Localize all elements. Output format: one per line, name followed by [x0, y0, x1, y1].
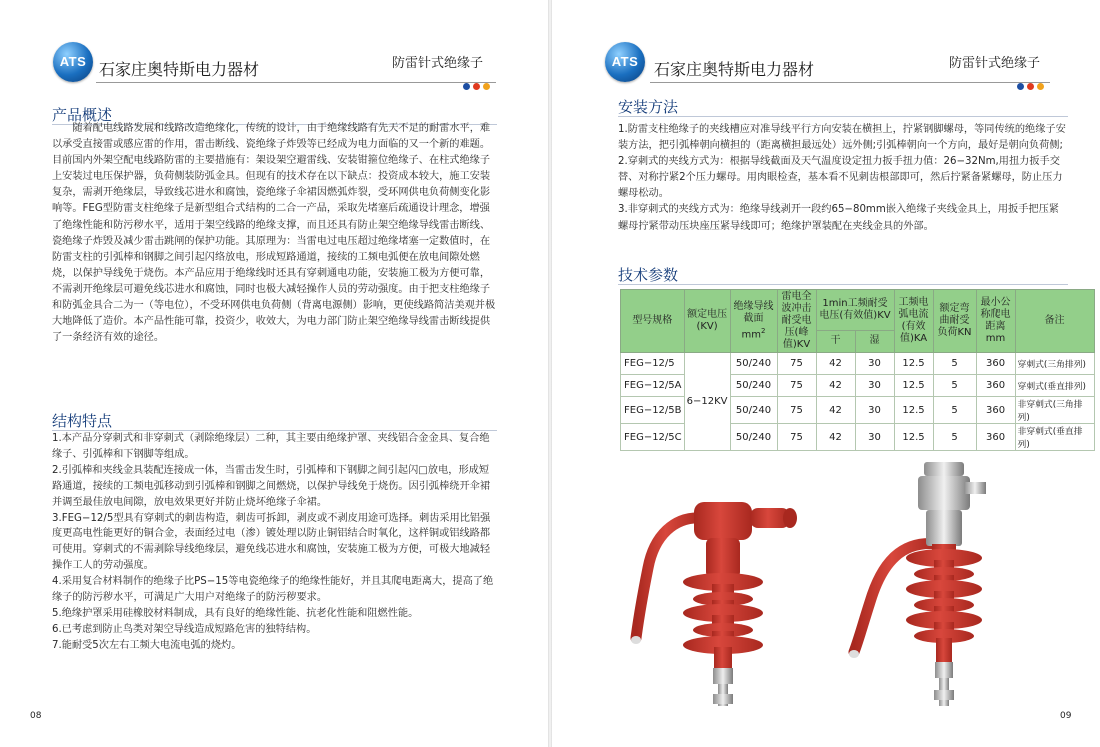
wire-section-label: 绝缘导线截面	[733, 300, 774, 324]
overview-title: 产品概述	[52, 106, 113, 124]
cell-note: 穿刺式(垂直排列)	[1015, 375, 1094, 397]
cell-wet: 30	[855, 397, 894, 424]
dot-red	[473, 83, 480, 90]
ats-logo	[605, 42, 645, 82]
dot-orange	[1037, 83, 1044, 90]
cell-rated-voltage: 6−12KV	[684, 353, 730, 451]
cell-impulse: 75	[777, 375, 816, 397]
wire-section-unit: mm	[741, 329, 762, 341]
left-page	[0, 0, 548, 747]
col-note: 备注	[1015, 290, 1094, 353]
clamp-bolt	[924, 462, 964, 476]
feature-item-2: 2.引弧棒和夹线金具装配连接成一体，当雷击发生时，引弧棒和下钢脚之间引起闪□放电，形成短路通道，接续的工频电弧移动到引弧棒和钢脚之间燃烧，以保护导线免于烧伤。因引弧棒绕开伞裙并调至最佳放电间隙，放电效果更好并防止烧坏绝缘子伞裙。	[52, 464, 491, 508]
brand-dots	[460, 75, 490, 94]
metal-fitting	[713, 668, 733, 684]
clamp-nut	[964, 482, 986, 494]
installation-item-3: 3.非穿刺式的夹线方式为：绝缘导线剥开一段约65−80mm嵌入绝缘子夹线金具上，用扳手把压紧螺母拧紧带动压块座压紧导线即可；绝缘护罩装配在夹线金具的外部。	[618, 204, 1059, 232]
installation-item-1: 1.防雷支柱绝缘子的夹线槽应对准导线平行方向安装在横担上，拧紧钢脚螺母，等同传统的绝缘子安装方法，把引弧棒朝向横担的（距离横担最远处）远外侧;引弧棒朝向一个方向，最好是朝向负荷侧;	[618, 124, 1066, 152]
dot-orange	[483, 83, 490, 90]
cell-impulse: 75	[777, 353, 816, 375]
cell-note: 穿刺式(三角排列)	[1015, 353, 1094, 375]
cell-dry: 42	[816, 397, 855, 424]
company-name: 石家庄奥特斯电力器材	[99, 60, 260, 79]
table-row	[621, 353, 1095, 375]
cell-model: FEG−12/5B	[621, 397, 685, 424]
cell-section: 50/240	[730, 424, 777, 451]
header-rule	[96, 82, 496, 83]
pin-nut	[934, 690, 954, 700]
page-number: 09	[1060, 711, 1072, 721]
brand-dots	[1014, 75, 1044, 94]
col-impulse: 雷电全波冲击耐受电压(峰值)KV	[777, 290, 816, 353]
cell-load: 5	[933, 397, 976, 424]
col-bending-load: 额定弯曲耐受负荷KN	[933, 290, 976, 353]
metal-clamp	[918, 476, 970, 510]
insulator-photo-metal-clamp	[842, 452, 1022, 712]
cell-arc: 12.5	[894, 397, 933, 424]
dot-blue	[463, 83, 470, 90]
cell-creepage: 360	[976, 424, 1015, 451]
cell-model: FEG−12/5	[621, 353, 685, 375]
cell-section: 50/240	[730, 375, 777, 397]
cell-impulse: 75	[777, 397, 816, 424]
cell-load: 5	[933, 353, 976, 375]
overview-text-block	[52, 121, 496, 346]
specs-title: 技术参数	[618, 266, 679, 284]
section-divider	[618, 284, 1068, 285]
installation-title: 安装方法	[618, 98, 679, 116]
company-name: 石家庄奥特斯电力器材	[654, 60, 815, 79]
col-wire-section	[730, 290, 777, 353]
pin-nut	[713, 694, 733, 704]
feature-item-4: 4.采用复合材料制作的绝缘子比PS−15等电瓷绝缘子的绝缘性能好，并且其爬电距离大，提高了绝缘子的防污秽水平，可满足广大用户对绝缘子的防污秽要求。	[52, 576, 494, 604]
col-power-freq: 1min工频耐受电压(有效值)KV	[816, 290, 894, 331]
feature-item-7: 7.能耐受5次左右工频大电流电弧的烧灼。	[52, 639, 242, 651]
col-wet: 湿	[855, 330, 894, 353]
page-number: 08	[30, 711, 42, 721]
arc-rod-tip	[849, 650, 859, 658]
wire-section-sup: 2	[761, 326, 766, 335]
clamp-body	[926, 510, 962, 546]
cell-section: 50/240	[730, 353, 777, 375]
clamp-housing	[694, 502, 752, 540]
feature-item-6: 6.已考虑到防止鸟类对架空导线造成短路危害的独特结构。	[52, 623, 317, 635]
cell-dry: 42	[816, 375, 855, 397]
dot-blue	[1017, 83, 1024, 90]
header-rule	[650, 82, 1050, 83]
cell-section: 50/240	[730, 397, 777, 424]
installation-item-2: 2.穿刺式的夹线方式为：根据导线截面及天气温度设定扭力扳手扭力值：26−32Nm,用扭力扳手交替、对称拧紧2个压力螺母。用肉眼检查，基本看不见刺齿根部即可，然后拧紧备紧螺母，防止压力螺母松动。	[618, 156, 1063, 200]
feature-item-1: 1.本产品分穿刺式和非穿刺式（剥除绝缘层）二种，其主要由绝缘护罩、夹线铝合金金具、复合绝缘子、引弧棒和下钢脚等组成。	[52, 433, 490, 460]
cell-load: 5	[933, 424, 976, 451]
col-model: 型号规格	[621, 290, 685, 353]
cell-dry: 42	[816, 353, 855, 375]
ats-logo	[53, 42, 93, 82]
cell-wet: 30	[855, 424, 894, 451]
cell-creepage: 360	[976, 353, 1015, 375]
cell-arc: 12.5	[894, 424, 933, 451]
insulator-neck	[706, 538, 740, 578]
col-rated-voltage: 额定电压(KV)	[684, 290, 730, 353]
overview-paragraph: 随着配电线路发展和线路改造绝缘化，传统的设计，由于绝缘线路有先天不足的耐雷水平，难以承受直接雷或感应雷的作用，雷击断线、瓷绝缘子炸毁等已经成为电力面临的又一个新的难题。目前国内外架空配电线路防雷的主要措施有：架设架空避雷线、安装钳箍位绝缘子、在柱式绝缘子上安装过电压保护器，负荷侧装防弧金具。但现有的技术存在以下缺点：投资成本较大，施工安装复杂，需剥开绝缘层，导致线芯进水和腐蚀，瓷绝缘子伞裙因燃弧炸裂，受环网供电负荷侧变化影响等。FEG型防雷支柱绝缘子是新型组合式结构的二合一产品，采取先堵塞后疏通设计理念，增强了绝缘性能和防污秽水平，适用于架空线路的绝缘支撑，而且还具有防止架空绝缘导线雷击断线、瓷绝缘子炸毁及减少雷击跳闸的保护功能。其原理为：当雷电过电压超过绝缘堵塞一定数值时，在防雷支柱的引弧棒和钢脚之间引起闪络放电，形成短路通道，接续的工频电弧便在放电间隙处燃烧，以保护导线免于烧伤。本产品应用于绝缘线时还具有穿刺通电功能，安装施工极为方便可靠，不需剥开绝缘层可避免线芯进水和腐蚀，同时也极大减轻操作人员的劳动强度。由于把支柱绝缘子和防弧金具合二为一（等电位），不受环网供电负荷侧（背离电源侧）影响，更使线路简洁美观并极大地降低了造价。本产品性能可靠，投资少，收效大，为电力部门防止架空绝缘导线雷击断线提供了一条经济有效的途径。	[52, 123, 496, 344]
cell-note: 非穿刺式(三角排列)	[1015, 397, 1094, 424]
installation-list	[618, 122, 1066, 235]
logo-text: ATS	[611, 54, 639, 69]
cell-arc: 12.5	[894, 353, 933, 375]
feature-item-3: 3.FEG−12/5型具有穿刺式的刺齿构造，刺齿可拆卸，剥皮或不剥皮用途可选择。刺齿采用比铝强度更高电性能更好的铜合金，表面经过电（渗）镀处理以防止铜铝结合时氧化，这样铜或铝线路都可使用。穿刺式的不需剥除导线绝缘层，避免线芯进水和腐蚀，安装施工极为方便，可极大地减轻操作工人的劳动强度。	[52, 512, 491, 572]
section-divider	[618, 116, 1068, 117]
right-page	[552, 0, 1100, 747]
clamp-end	[783, 508, 797, 528]
cell-note: 非穿刺式(垂直排列)	[1015, 424, 1094, 451]
cell-wet: 30	[855, 353, 894, 375]
core	[936, 638, 952, 662]
cell-creepage: 360	[976, 375, 1015, 397]
col-arc-current: 工频电弧电流(有效值)KA	[894, 290, 933, 353]
metal-fitting	[935, 662, 953, 678]
cell-dry: 42	[816, 424, 855, 451]
cell-impulse: 75	[777, 424, 816, 451]
insulator-photo-clamp-type	[614, 488, 814, 718]
cell-load: 5	[933, 375, 976, 397]
cell-creepage: 360	[976, 397, 1015, 424]
feature-item-5: 5.绝缘护罩采用硅橡胶材料制成，具有良好的绝缘性能、抗老化性能和阻燃性能。	[52, 607, 419, 619]
col-dry: 干	[816, 330, 855, 353]
features-title: 结构特点	[52, 412, 113, 430]
cell-model: FEG−12/5A	[621, 375, 685, 397]
features-list	[52, 431, 498, 654]
arc-rod-tip	[631, 636, 641, 644]
specs-table	[620, 289, 1095, 451]
product-line-title: 防雷针式绝缘子	[949, 56, 1041, 71]
product-line-title: 防雷针式绝缘子	[392, 56, 484, 71]
col-creepage: 最小公称爬电距离mm	[976, 290, 1015, 353]
core	[714, 647, 732, 669]
cell-arc: 12.5	[894, 375, 933, 397]
logo-text: ATS	[59, 54, 87, 69]
dot-red	[1027, 83, 1034, 90]
cell-wet: 30	[855, 375, 894, 397]
cell-model: FEG−12/5C	[621, 424, 685, 451]
